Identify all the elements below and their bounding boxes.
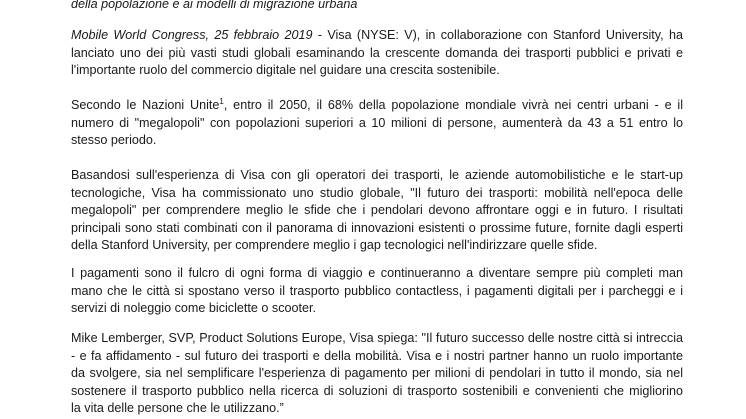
paragraph-line bbox=[71, 27, 683, 45]
paragraph-line: megalopoli" per comprendere meglio le sfide che i pendolari devono affrontare oggi e in futuro. I risultati bbox=[71, 203, 683, 217]
paragraph-quote bbox=[71, 330, 683, 418]
paragraph-line: la vita delle persone che le utilizzano.” bbox=[71, 401, 284, 415]
paragraph-line: lanciato uno dei più vasti studi globali esaminando la crescente domanda dei trasporti pubblici e privati e bbox=[71, 45, 683, 60]
paragraph-intro bbox=[71, 27, 683, 80]
paragraph-text: - Visa (NYSE: V), in collaborazione con Stanford University, ha bbox=[312, 28, 683, 42]
footnote-marker: 1 bbox=[219, 96, 224, 106]
paragraph-line: della Stanford University, per comprendere meglio i gap tecnologici nell'indirizzare quelle sfide. bbox=[71, 238, 598, 252]
paragraph-line: tecnologiche, Visa ha commissionato uno studio globale, "Il futuro dei trasporti: mobilità nell'epoca delle bbox=[71, 185, 683, 200]
paragraph-payments bbox=[71, 265, 683, 318]
paragraph-line: stesso periodo. bbox=[71, 133, 157, 147]
paragraph-line: numero di "megalopoli" con popolazioni superiori a 10 milioni di persone, aumenterà da 43 a 51 entro lo bbox=[71, 115, 683, 130]
paragraph-line bbox=[71, 97, 683, 115]
paragraph-line: sostenere il trasporto pubblico nella ricerca di soluzioni di trasporto sostenibili e convenienti che migliorino bbox=[71, 383, 683, 398]
paragraph-line: principali sono stati combinati con il panorama di innovazioni esistenti o prossime future, fornite dagli esperti bbox=[71, 220, 683, 235]
paragraph-un-stats bbox=[71, 97, 683, 150]
paragraph-text: , entro il 2050, il 68% della popolazione mondiale vivrà nei centri urbani - e il bbox=[223, 98, 684, 112]
paragraph-line: - e fa affidamento - sul futuro dei trasporti e della mobilità. Visa e i nostri partner hanno un ruolo importante bbox=[71, 348, 683, 363]
paragraph-line: mano che le città si spostano verso il trasporto pubblico contactless, i pagamenti digitali per i parcheggi e i bbox=[71, 283, 683, 298]
paragraph-line: Mike Lemberger, SVP, Product Solutions Europe, Visa spiega: "Il futuro successo delle nostre città si intreccia bbox=[71, 331, 683, 345]
paragraph-line: l'importante ruolo del commercio digitale nel guidare una crescita sostenibile. bbox=[71, 63, 500, 77]
paragraph-line: servizi di noleggio come biciclette o scooter. bbox=[71, 301, 316, 315]
paragraph-study bbox=[71, 167, 683, 255]
paragraph-line: Basandosi sull'esperienza di Visa con gli operatori dei trasporti, le aziende automobilistiche e le start-up bbox=[71, 168, 683, 182]
dateline: Mobile World Congress, 25 febbraio 2019 bbox=[71, 28, 313, 42]
subtitle: della popolazione e ai modelli di migrazione urbana bbox=[71, 0, 358, 11]
paragraph-line: da svolgere, sia nel semplificare l'esperienza di pagamento per milioni di pendolari in tutto il mondo, sia nel bbox=[71, 366, 683, 380]
paragraph-line: I pagamenti sono il fulcro di ogni forma di viaggio e continueranno a diventare sempre più completi man bbox=[71, 266, 683, 280]
paragraph-text: Secondo le Nazioni Unite bbox=[71, 98, 220, 112]
